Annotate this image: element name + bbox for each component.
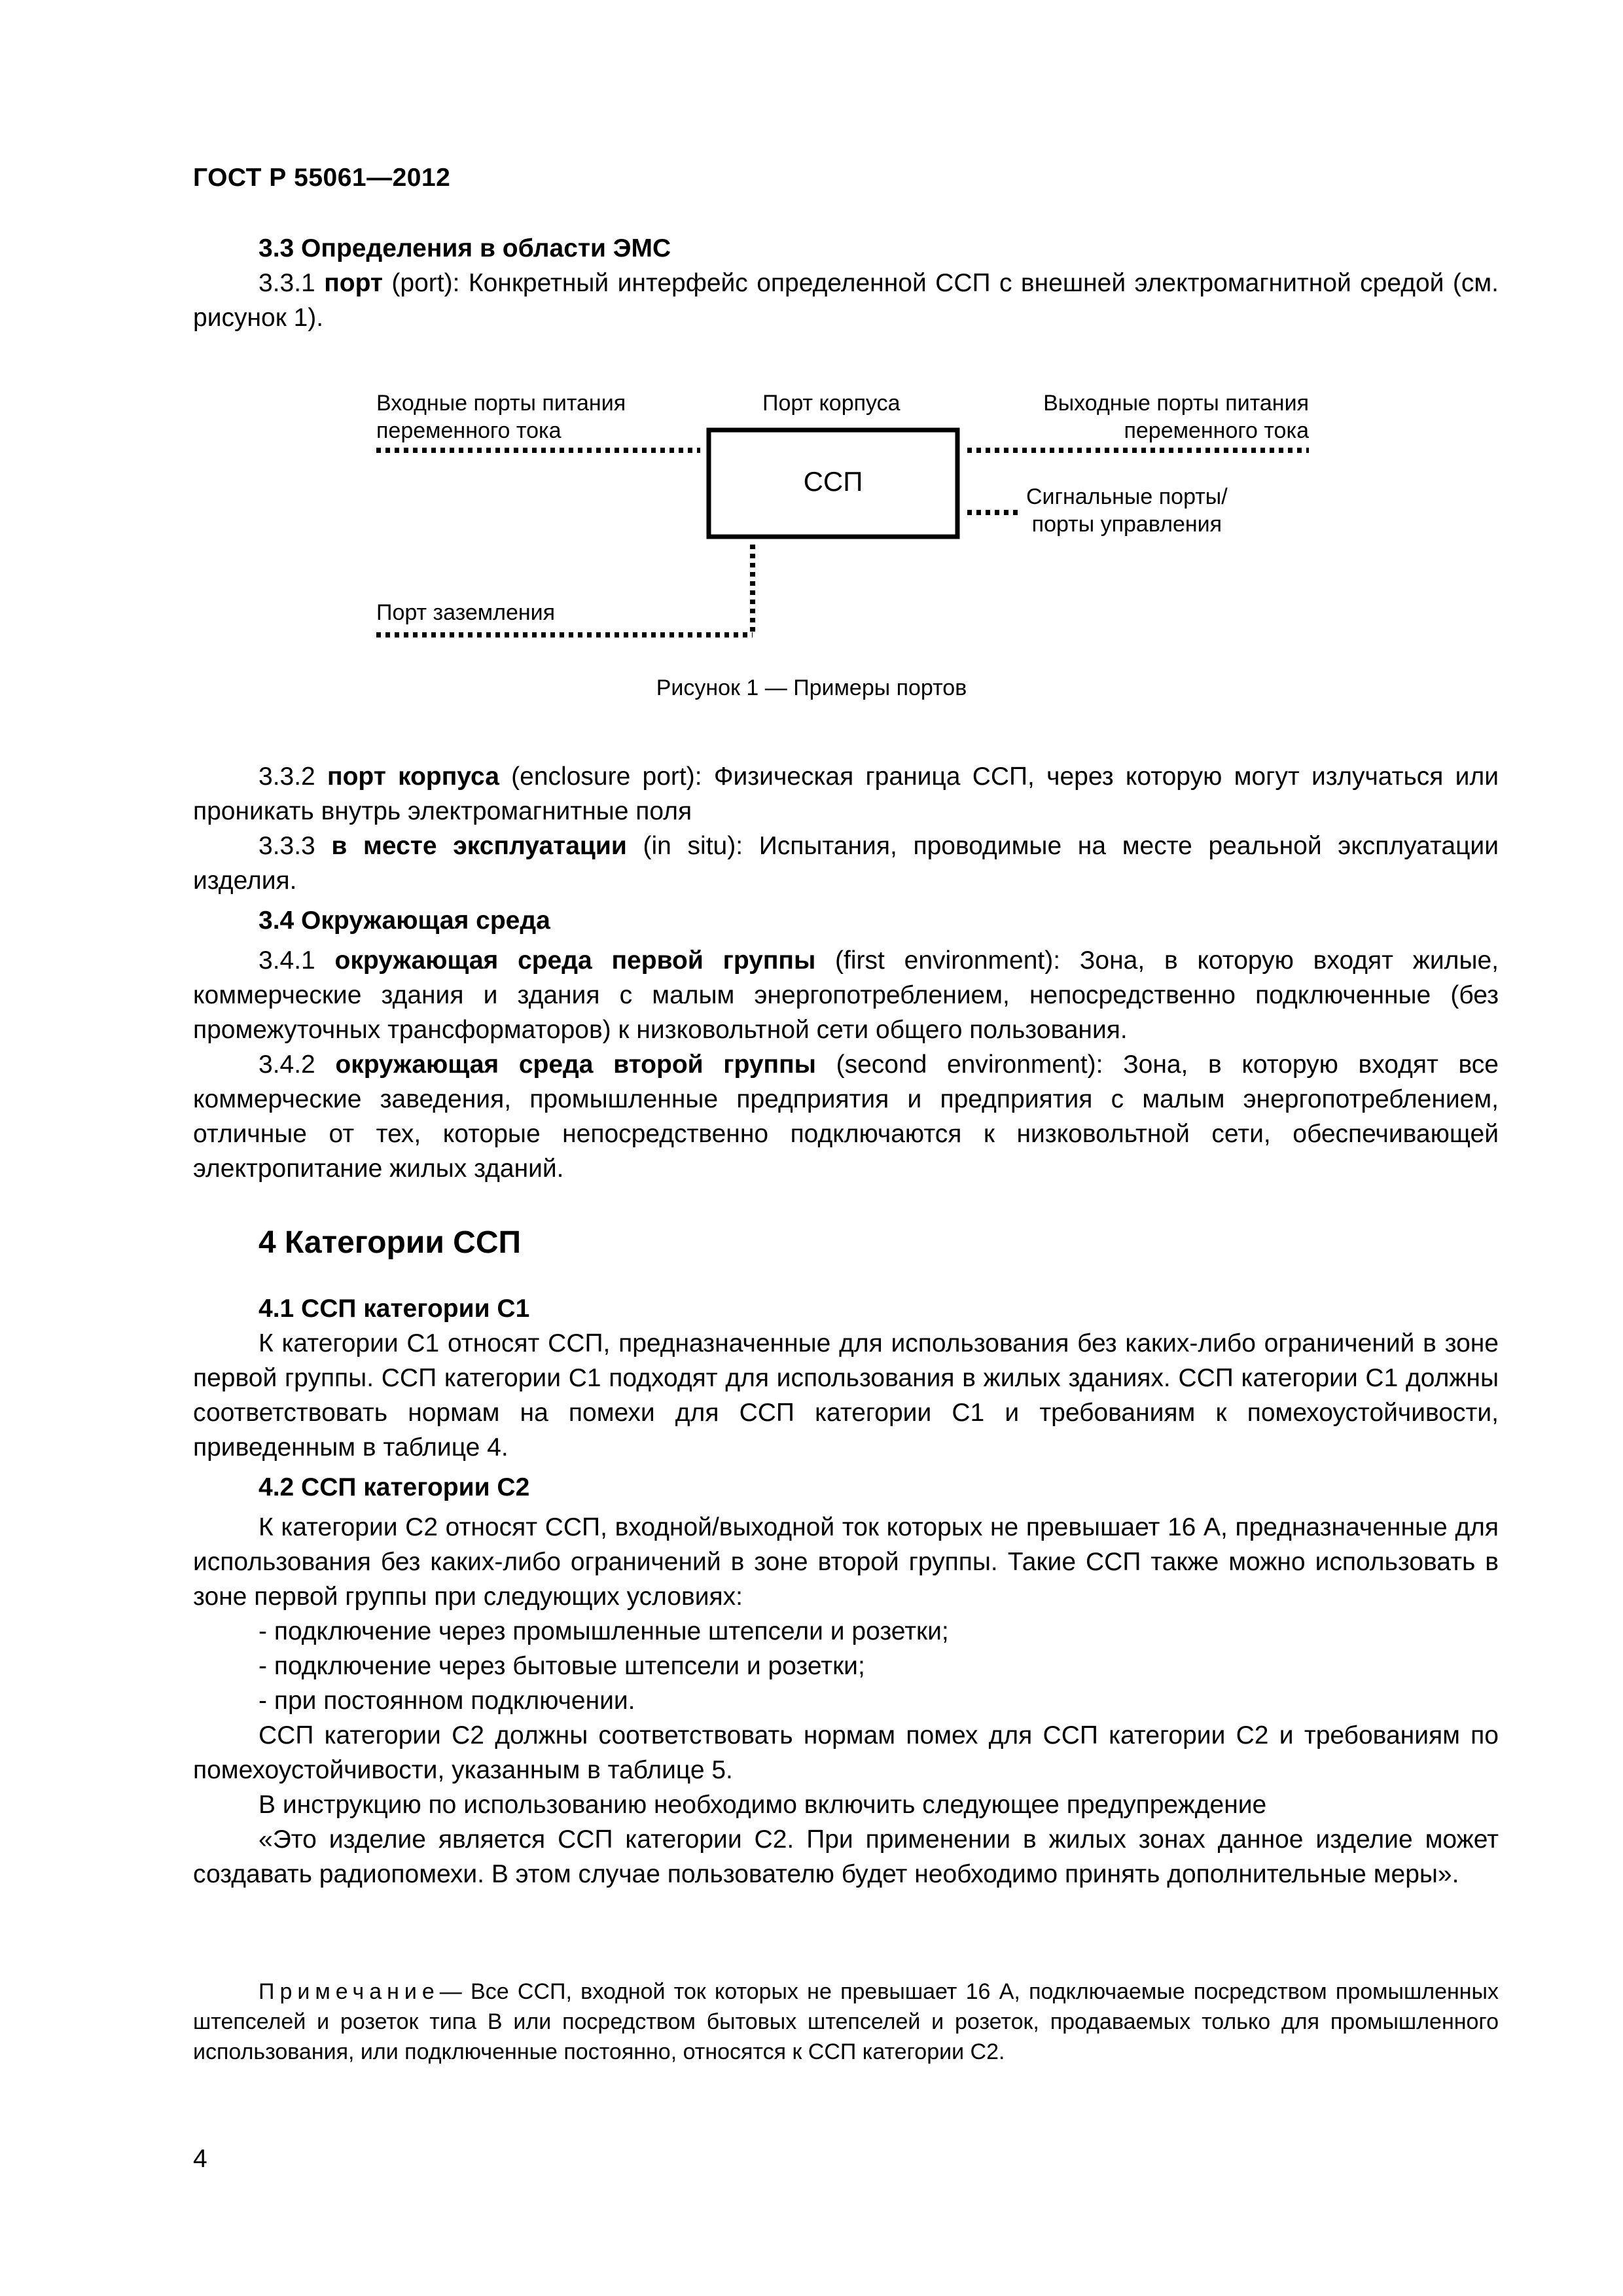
label-ssp: ССП <box>803 466 863 497</box>
section-after-figure <box>193 759 1499 1186</box>
paragraph-3-3-2 <box>193 759 1499 829</box>
label-enclosure-port: Порт корпуса <box>762 391 901 416</box>
figure-ports-diagram <box>0 0 1623 720</box>
label-ground-port: Порт заземления <box>376 600 556 625</box>
term: в месте эксплуатации <box>331 832 627 860</box>
paragraph-4-1: К категории С1 относят ССП, предназначенные для использования без каких-либо ограничений в зоне первой группы. ССП категории С1 подходят для использования в жилых зданиях. ССП категории С1 должны соответствовать нормам на помехи для ССП категории С1 и требованиям к помехоустойчивости, приведенным в таблице 4. <box>193 1329 1499 1462</box>
figure-caption: Рисунок 1 — Примеры портов <box>656 675 967 700</box>
label-output-ports-line1: Выходные порты питания <box>1043 391 1309 416</box>
term: порт <box>324 269 383 297</box>
clause-number: 3.4.1 <box>259 946 335 975</box>
label-signal-ports-line2: порты управления <box>1031 512 1222 537</box>
paragraph-3-4-2 <box>193 1047 1499 1186</box>
term: окружающая среда первой группы <box>334 946 816 975</box>
document-id-header: ГОСТ Р 55061—2012 <box>193 164 451 192</box>
paragraph-3-4-1 <box>193 943 1499 1047</box>
definition-text: (second environment): Зона, в которую входят все коммерческие заведения, промышленные предприятия и предприятия с малым энергопотреблением, отличные от тех, которые непосредственно подключаются к низковольтной сети, обеспечивающей электропитание жилых зданий. <box>193 1050 1499 1183</box>
heading-4-2: 4.2 ССП категории С2 <box>259 1473 530 1501</box>
list-item: - подключение через промышленные штепсели и розетки; <box>259 1617 949 1645</box>
term: окружающая среда второй группы <box>335 1050 816 1079</box>
definition-text: (enclosure port): Физическая граница ССП, через которую могут излучаться или проникать внутрь электромагнитные поля <box>193 762 1499 825</box>
heading-4: 4 Категории ССП <box>259 1225 521 1260</box>
section-4 <box>193 1225 1499 1892</box>
clause-number: 3.4.2 <box>259 1050 336 1079</box>
clause-number: 3.3.3 <box>259 832 332 860</box>
label-signal-ports <box>1026 483 1228 538</box>
note-text: — Все ССП, входной ток которых не превышает 16 А, подключаемые посредством промышленных штепселей и розеток типа В или посредством бытовых штепселей и розеток, продаваемых только для промышленного использования, или подключенные постоянно, относятся к ССП категории С2. <box>193 1979 1499 2064</box>
term: порт корпуса <box>327 762 499 791</box>
paragraph-3-3-3 <box>193 829 1499 898</box>
paragraph-4-2-requirements: ССП категории С2 должны соответствовать нормам помех для ССП категории С2 и требованиям по помехоустойчивости, указанным в таблице 5. <box>193 1721 1499 1784</box>
paragraph-4-2: К категории С2 относят ССП, входной/выходной ток которых не превышает 16 А, предназначенные для использования без каких-либо ограничений в зоне второй группы. Такие ССП также можно использовать в зоне первой группы при следующих условиях: <box>193 1513 1499 1611</box>
note-label: Примечание <box>259 1979 440 2004</box>
definition-text: (in situ): Испытания, проводимые на месте реальной эксплуатации изделия. <box>193 832 1499 895</box>
label-output-ports <box>1034 389 1309 444</box>
page-number: 4 <box>193 2145 207 2173</box>
label-input-ports-line2: переменного тока <box>376 418 562 443</box>
heading-4-1: 4.1 ССП категории С1 <box>259 1295 530 1323</box>
heading-3-4: 3.4 Окружающая среда <box>259 906 550 935</box>
definition-text: (first environment): Зона, в которую входят жилые, коммерческие здания и здания с малым энергопотреблением, непосредственно подключенные (без промежуточных трансформаторов) к низковольтной сети общего пользования. <box>193 946 1499 1044</box>
list-item: - подключение через бытовые штепсели и розетки; <box>259 1652 865 1680</box>
label-signal-ports-line1: Сигнальные порты/ <box>1026 484 1228 509</box>
heading-3-3: 3.3 Определения в области ЭМС <box>259 234 671 262</box>
paragraph-4-2-warning: «Это изделие является ССП категории С2. При применении в жилых зонах данное изделие может создавать радиопомехи. В этом случае пользователю будет необходимо принять дополнительные меры». <box>193 1825 1499 1888</box>
list-item: - при постоянном подключении. <box>259 1687 635 1715</box>
clause-number: 3.3.2 <box>259 762 328 791</box>
definition-text: (port): Конкретный интерфейс определенной ССП с внешней электромагнитной средой (см. рисунок 1). <box>193 269 1499 332</box>
label-input-ports-line1: Входные порты питания <box>376 391 626 416</box>
note-paragraph <box>193 1977 1499 2067</box>
clause-number: 3.3.1 <box>259 269 325 297</box>
paragraph-4-2-instruction: В инструкцию по использованию необходимо включить следующее предупреждение <box>259 1791 1267 1819</box>
label-output-ports-line2: переменного тока <box>1124 418 1309 443</box>
label-input-ports <box>376 389 626 444</box>
